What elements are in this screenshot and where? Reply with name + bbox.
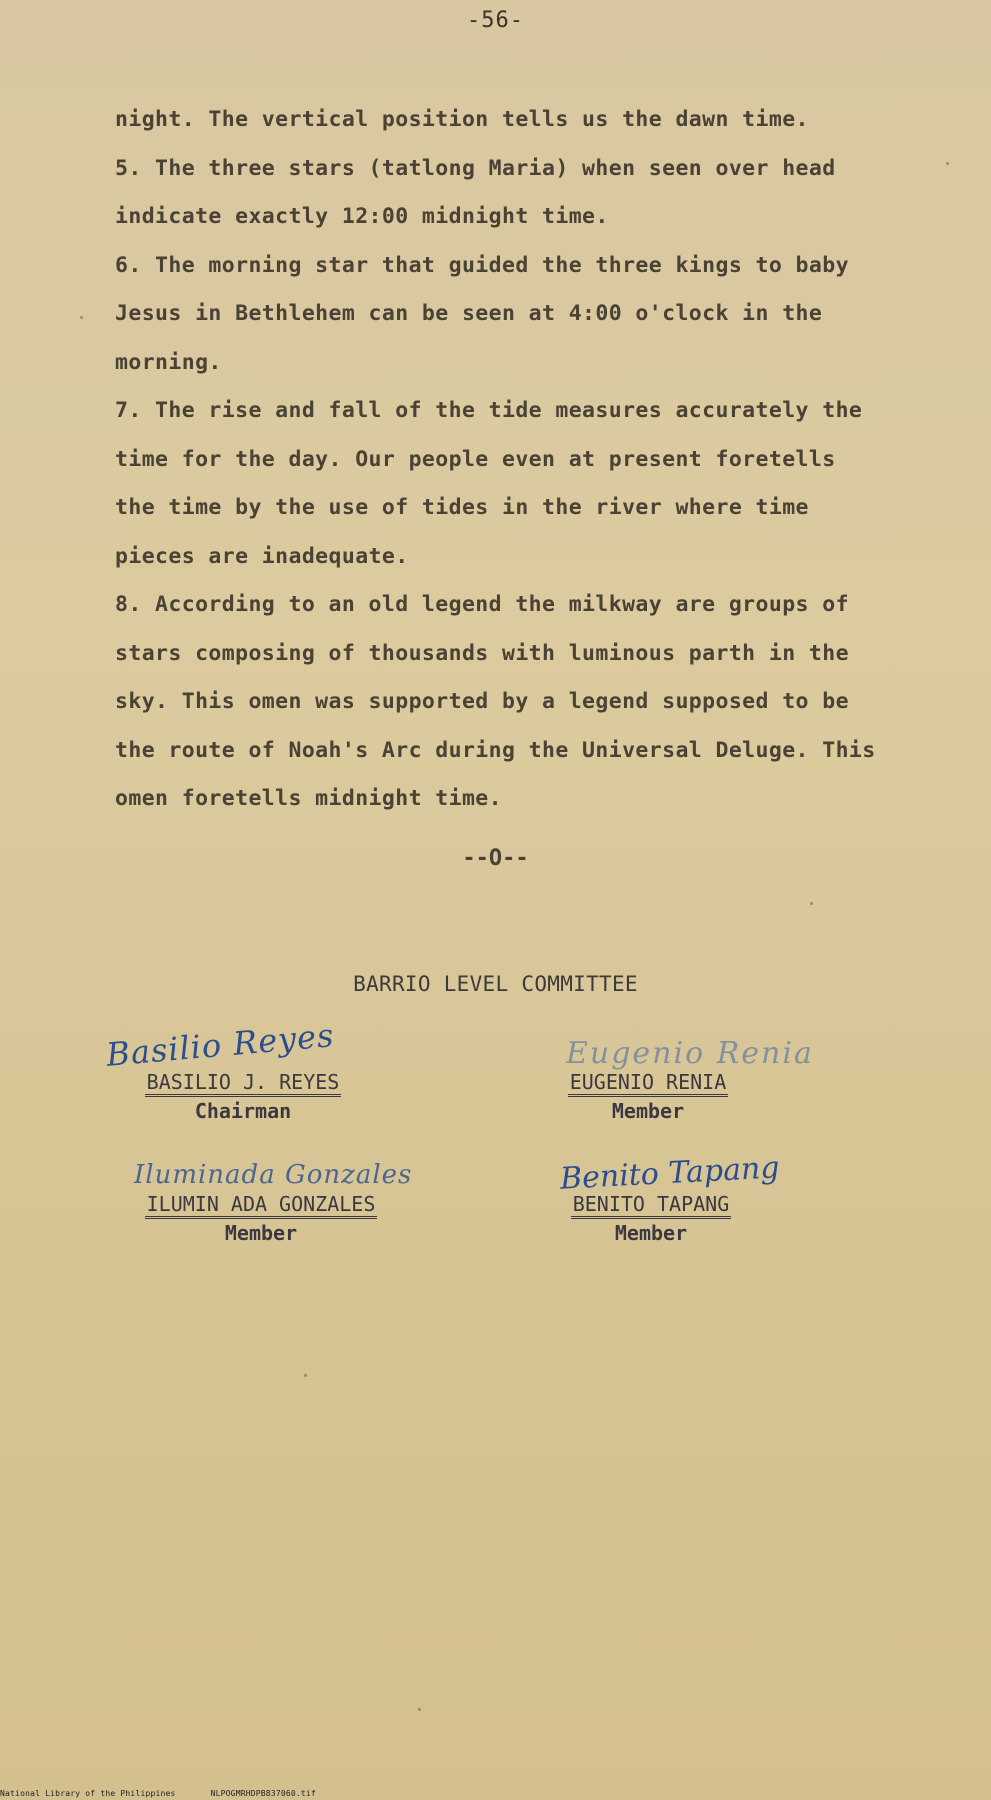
text-line: night. The vertical position tells us the dawn time. [115,107,809,132]
text-line: time for the day. Our people even at present foretells [115,446,836,472]
signature-basilio-reyes: Basilio Reyes [104,1016,336,1074]
text-line: the time by the use of tides in the river where time [115,495,809,520]
committee-member-2 [548,1070,748,1123]
member-name: EUGENIO RENIA [568,1070,729,1097]
text-line: indicate exactly 12:00 midnight time. [115,204,609,229]
committee-member-3 [118,1192,404,1245]
signature-benito-tapang: Benito Tapang [559,1150,781,1197]
body-text [115,96,965,824]
section-separator: --O-- [462,846,529,871]
committee-member-chairman [128,1070,358,1123]
text-line: 8. According to an old legend the milkway are groups of [115,592,849,617]
member-name: BENITO TAPANG [571,1192,732,1219]
page-number: -56- [467,8,524,33]
paper-speck [80,316,83,319]
member-role: Member [614,1221,688,1245]
paper-speck [810,902,813,905]
text-line: morning. [115,349,222,375]
member-role: Chairman [194,1099,292,1123]
paper-speck [304,1374,307,1377]
member-role: Member [611,1099,685,1123]
footer-file: NLPOGMRHDPB837060.tif [210,1789,316,1798]
text-line: sky. This omen was supported by a legend supposed to be [115,689,849,714]
text-line: Jesus in Bethlehem can be seen at 4:00 o'clock in the [115,301,823,326]
member-role: Member [224,1221,298,1245]
text-line: pieces are inadequate. [115,543,409,569]
footer-library: National Library of the Philippines [0,1789,176,1798]
text-line: 5. The three stars (tatlong Maria) when seen over head [115,155,836,181]
signature-iluminada-gonzales: Iluminada Gonzales [134,1160,413,1190]
member-name: ILUMIN ADA GONZALES [145,1192,378,1219]
text-line: stars composing of thousands with luminous parth in the [115,640,849,666]
text-line: 6. The morning star that guided the three kings to baby [115,252,849,278]
committee-heading: BARRIO LEVEL COMMITTEE [353,972,638,996]
text-line: 7. The rise and fall of the tide measures accurately the [115,398,863,423]
paper-speck [418,1708,421,1711]
committee-member-4 [556,1192,746,1245]
signature-eugenio-renia: Eugenio Renia [566,1036,814,1071]
text-line: omen foretells midnight time. [115,786,502,811]
paper-speck [946,162,949,165]
scan-footer [0,1789,316,1798]
member-name: BASILIO J. REYES [145,1070,342,1097]
text-line: the route of Noah's Arc during the Universal Deluge. This [115,737,876,763]
